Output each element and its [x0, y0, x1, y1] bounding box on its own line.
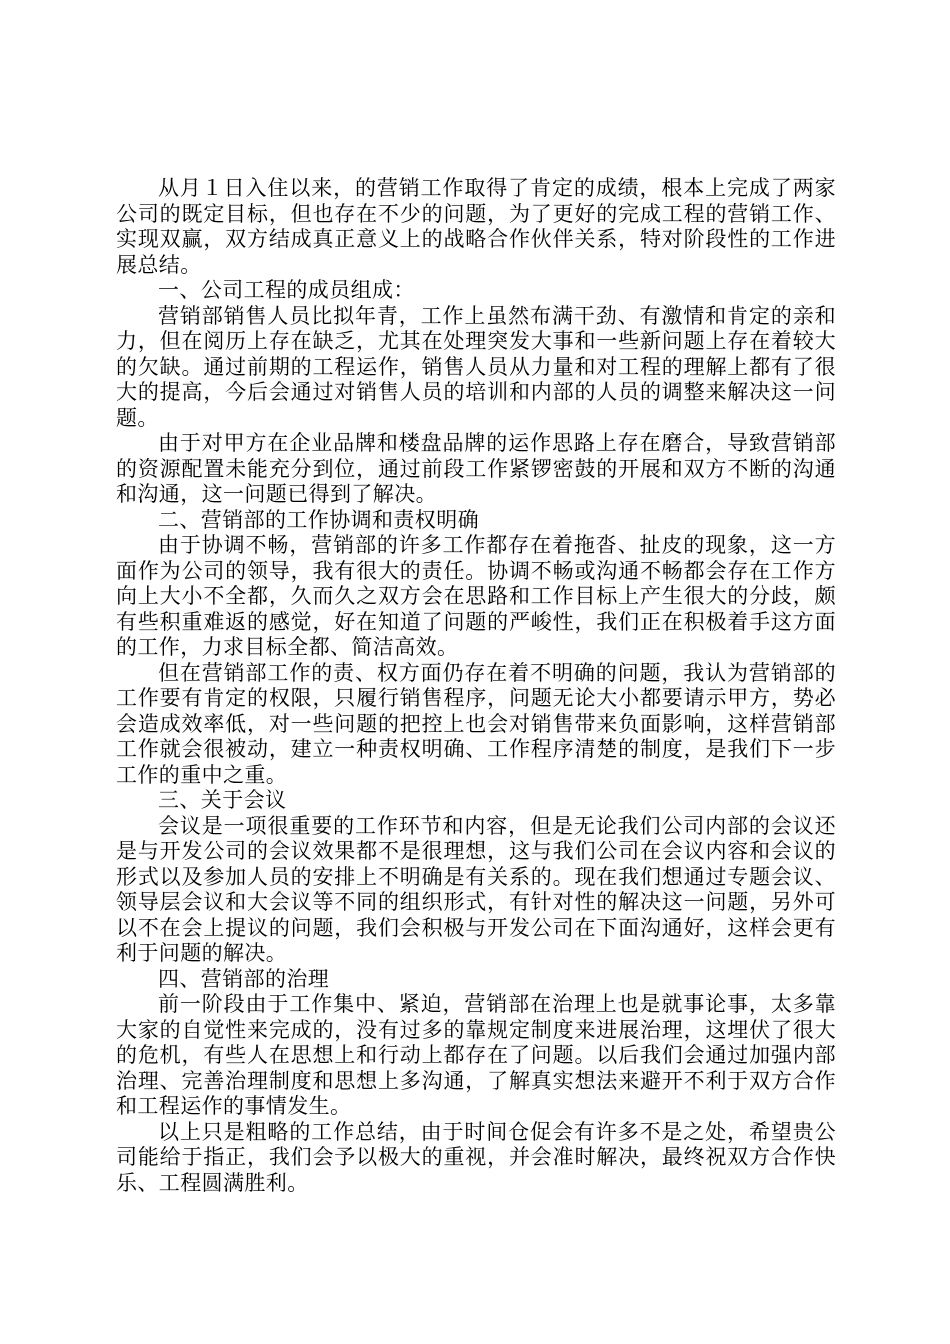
paragraph-authority: 但在营销部工作的责、权方面仍存在着不明确的问题，我认为营销部的工作要有肯定的权限，只履行销售程序，问题无论大小都要请示甲方，势必会造成效率低，对一些问题的把控上也会对销售带来负面影响，这样营销部工作就会很被动，建立一种责权明确、工作程序清楚的制度，是我们下一步工作的重中之重。 [116, 660, 836, 787]
section-heading-4: 四、营销部的治理 [158, 966, 330, 991]
paragraph-conclusion: 以上只是粗略的工作总结，由于时间仓促会有许多不是之处，希望贵公司能给于指正，我们会予以极大的重视，并会准时解决，最终祝双方合作快乐、工程圆满胜利。 [116, 1119, 836, 1195]
section-heading-3: 三、关于会议 [158, 788, 287, 812]
paragraph-team-composition: 营销部销售人员比拟年青，工作上虽然布满干劲、有激情和肯定的亲和力，但在阅历上存在缺乏，尤其在处理突发大事和一些新问题上存在着较大的欠缺。通过前期的工程运作，销售人员从力量和对工程的理解上都有了很大的提高，今后会通过对销售人员的培训和内部的人员的调整来解决这一问题。 [116, 303, 836, 430]
paragraph-management: 前一阶段由于工作集中、紧迫，营销部在治理上也是就事论事，太多靠大家的自觉性来完成的，没有过多的靠规定制度来进展治理，这埋伏了很大的危机，有些人在思想上和行动上都存在了问题。以后我们会通过加强内部治理、完善治理制度和思想上多沟通，了解真实想法来避开不利于双方合作和工程运作的事情发生。 [116, 992, 836, 1118]
paragraph-coordination: 由于协调不畅，营销部的许多工作都存在着拖沓、扯皮的现象，这一方面作为公司的领导，我有很大的责任。协调不畅或沟通不畅都会存在工作方向上大小不全都，久而久之双方会在思路和工作目标上产生很大的分歧，颇有些积重难返的感觉，好在知道了问题的严峻性，我们正在积极着手这方面的工作，力求目标全都、简洁高效。 [116, 533, 836, 659]
section-heading-1: 一、公司工程的成员组成： [158, 278, 415, 302]
document-body [116, 176, 836, 1196]
paragraph-resource-allocation: 由于对甲方在企业品牌和楼盘品牌的运作思路上存在磨合，导致营销部的资源配置未能充分到位，通过前段工作紧锣密鼓的开展和双方不断的沟通和沟通，这一问题已得到了解决。 [116, 431, 836, 506]
paragraph-intro: 从月１日入住以来，的营销工作取得了肯定的成绩，根本上完成了两家公司的既定目标，但也存在不少的问题，为了更好的完成工程的营销工作、实现双赢，双方结成真正意义上的战略合作伙伴关系，特对阶段性的工作进展总结。 [116, 176, 836, 277]
paragraph-meetings: 会议是一项很重要的工作环节和内容，但是无论我们公司内部的会议还是与开发公司的会议效果都不是很理想，这与我们公司在会议内容和会议的形式以及参加人员的安排上不明确是有关系的。现在我们想通过专题会议、领导层会议和大会议等不同的组织形式，有针对性的解决这一问题，另外可以不在会上提议的问题，我们会积极与开发公司在下面沟通好，这样会更有利于问题的解决。 [116, 813, 836, 965]
section-heading-2: 二、营销部的工作协调和责权明确 [158, 507, 479, 532]
